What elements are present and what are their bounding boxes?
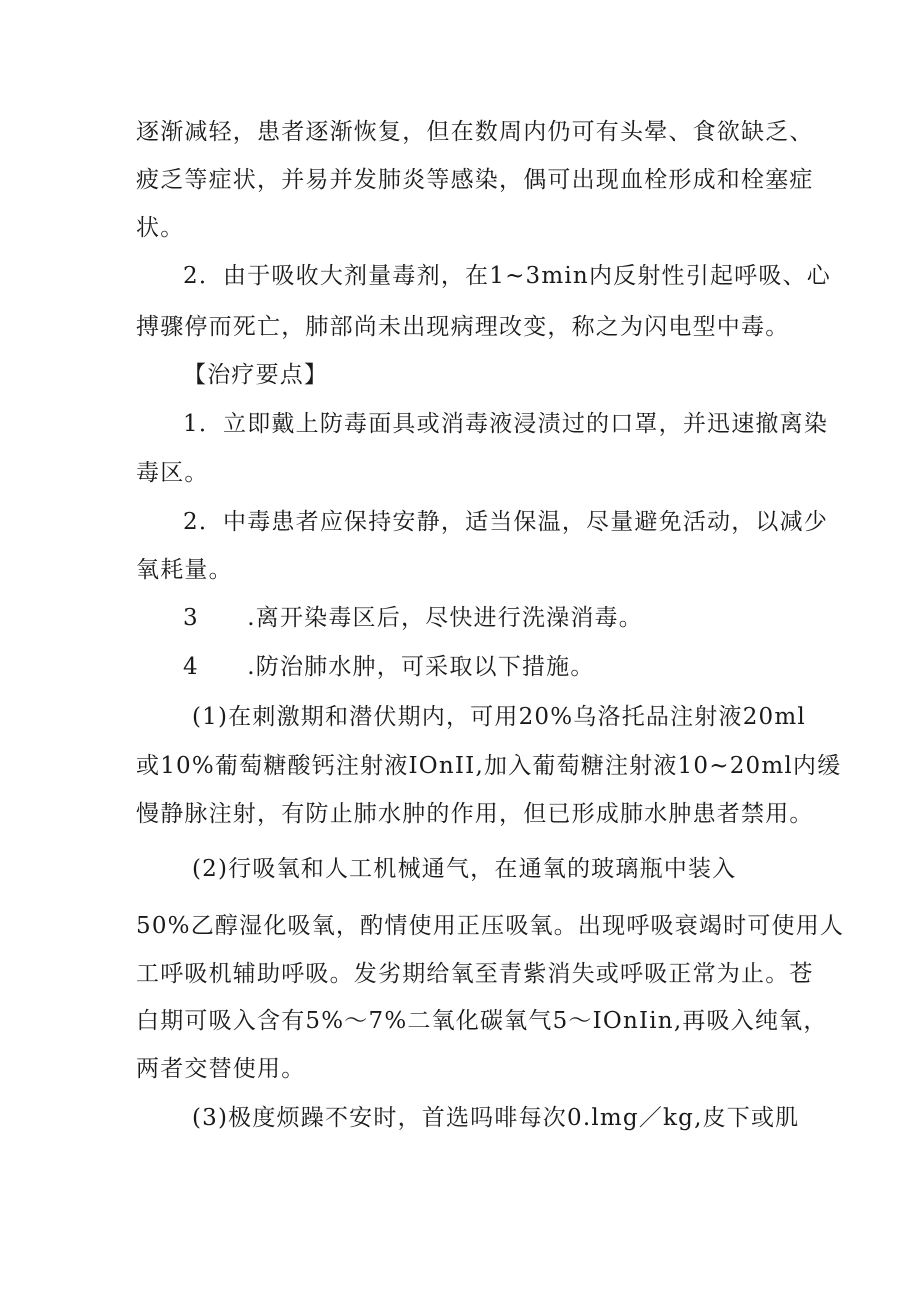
section-heading: 【治疗要点】 <box>183 362 329 388</box>
body-text-line: 白期可吸入含有5%～7%二氧化碳氧气5～IOnIin,再吸入纯氧， <box>136 1008 828 1034</box>
body-text-line: 两者交替使用。 <box>136 1056 306 1082</box>
list-item-text: 4 .防治肺水肿，可采取以下措施。 <box>183 654 595 680</box>
body-text-line: 氧耗量。 <box>136 557 233 583</box>
body-text-line: 50%乙醇湿化吸氧，酌情使用正压吸氧。出现呼吸衰竭时可使用人 <box>136 913 845 939</box>
body-text-line: 毒区。 <box>136 460 209 486</box>
sub-item-text: (2)行吸氧和人工机械通气，在通氧的玻璃瓶中装入 <box>192 856 737 882</box>
list-item-text: 2．由于吸收大剂量毒剂，在1~3min内反射性引起呼吸、心 <box>183 263 831 289</box>
body-text-line: 状。 <box>136 215 185 241</box>
sub-item-text: (1)在刺激期和潜伏期内，可用20%乌洛托品注射液20ml <box>192 704 806 730</box>
body-text-line: 慢静脉注射，有防止肺水肿的作用，但已形成肺水肿患者禁用。 <box>136 801 814 827</box>
list-item-text: 2．中毒患者应保持安静，适当保温，尽量避免活动，以减少 <box>183 509 829 535</box>
body-text-line: 疲乏等症状，并易并发肺炎等感染，偶可出现血栓形成和栓塞症 <box>136 167 814 193</box>
body-text-line: 工呼吸机辅助呼吸。发劣期给氧至青紫消失或呼吸正常为止。苍 <box>136 961 814 987</box>
body-text-line: 逐渐减轻，患者逐渐恢复，但在数周内仍可有头晕、食欲缺乏、 <box>136 119 814 145</box>
sub-item-text: (3)极度烦躁不安时，首选吗啡每次0.lmg／kg,皮下或肌 <box>192 1105 800 1131</box>
body-text-line: 或10%葡萄糖酸钙注射液IOnII,加入葡萄糖注射液10~20ml内缓 <box>136 753 842 779</box>
body-text-line: 搏骤停而死亡，肺部尚未出现病理改变，称之为闪电型中毒。 <box>136 314 790 340</box>
list-item-text: 1．立即戴上防毒面具或消毒液浸渍过的口罩，并迅速撤离染 <box>183 411 829 437</box>
list-item-text: 3 .离开染毒区后，尽快进行洗澡消毒。 <box>183 605 643 631</box>
